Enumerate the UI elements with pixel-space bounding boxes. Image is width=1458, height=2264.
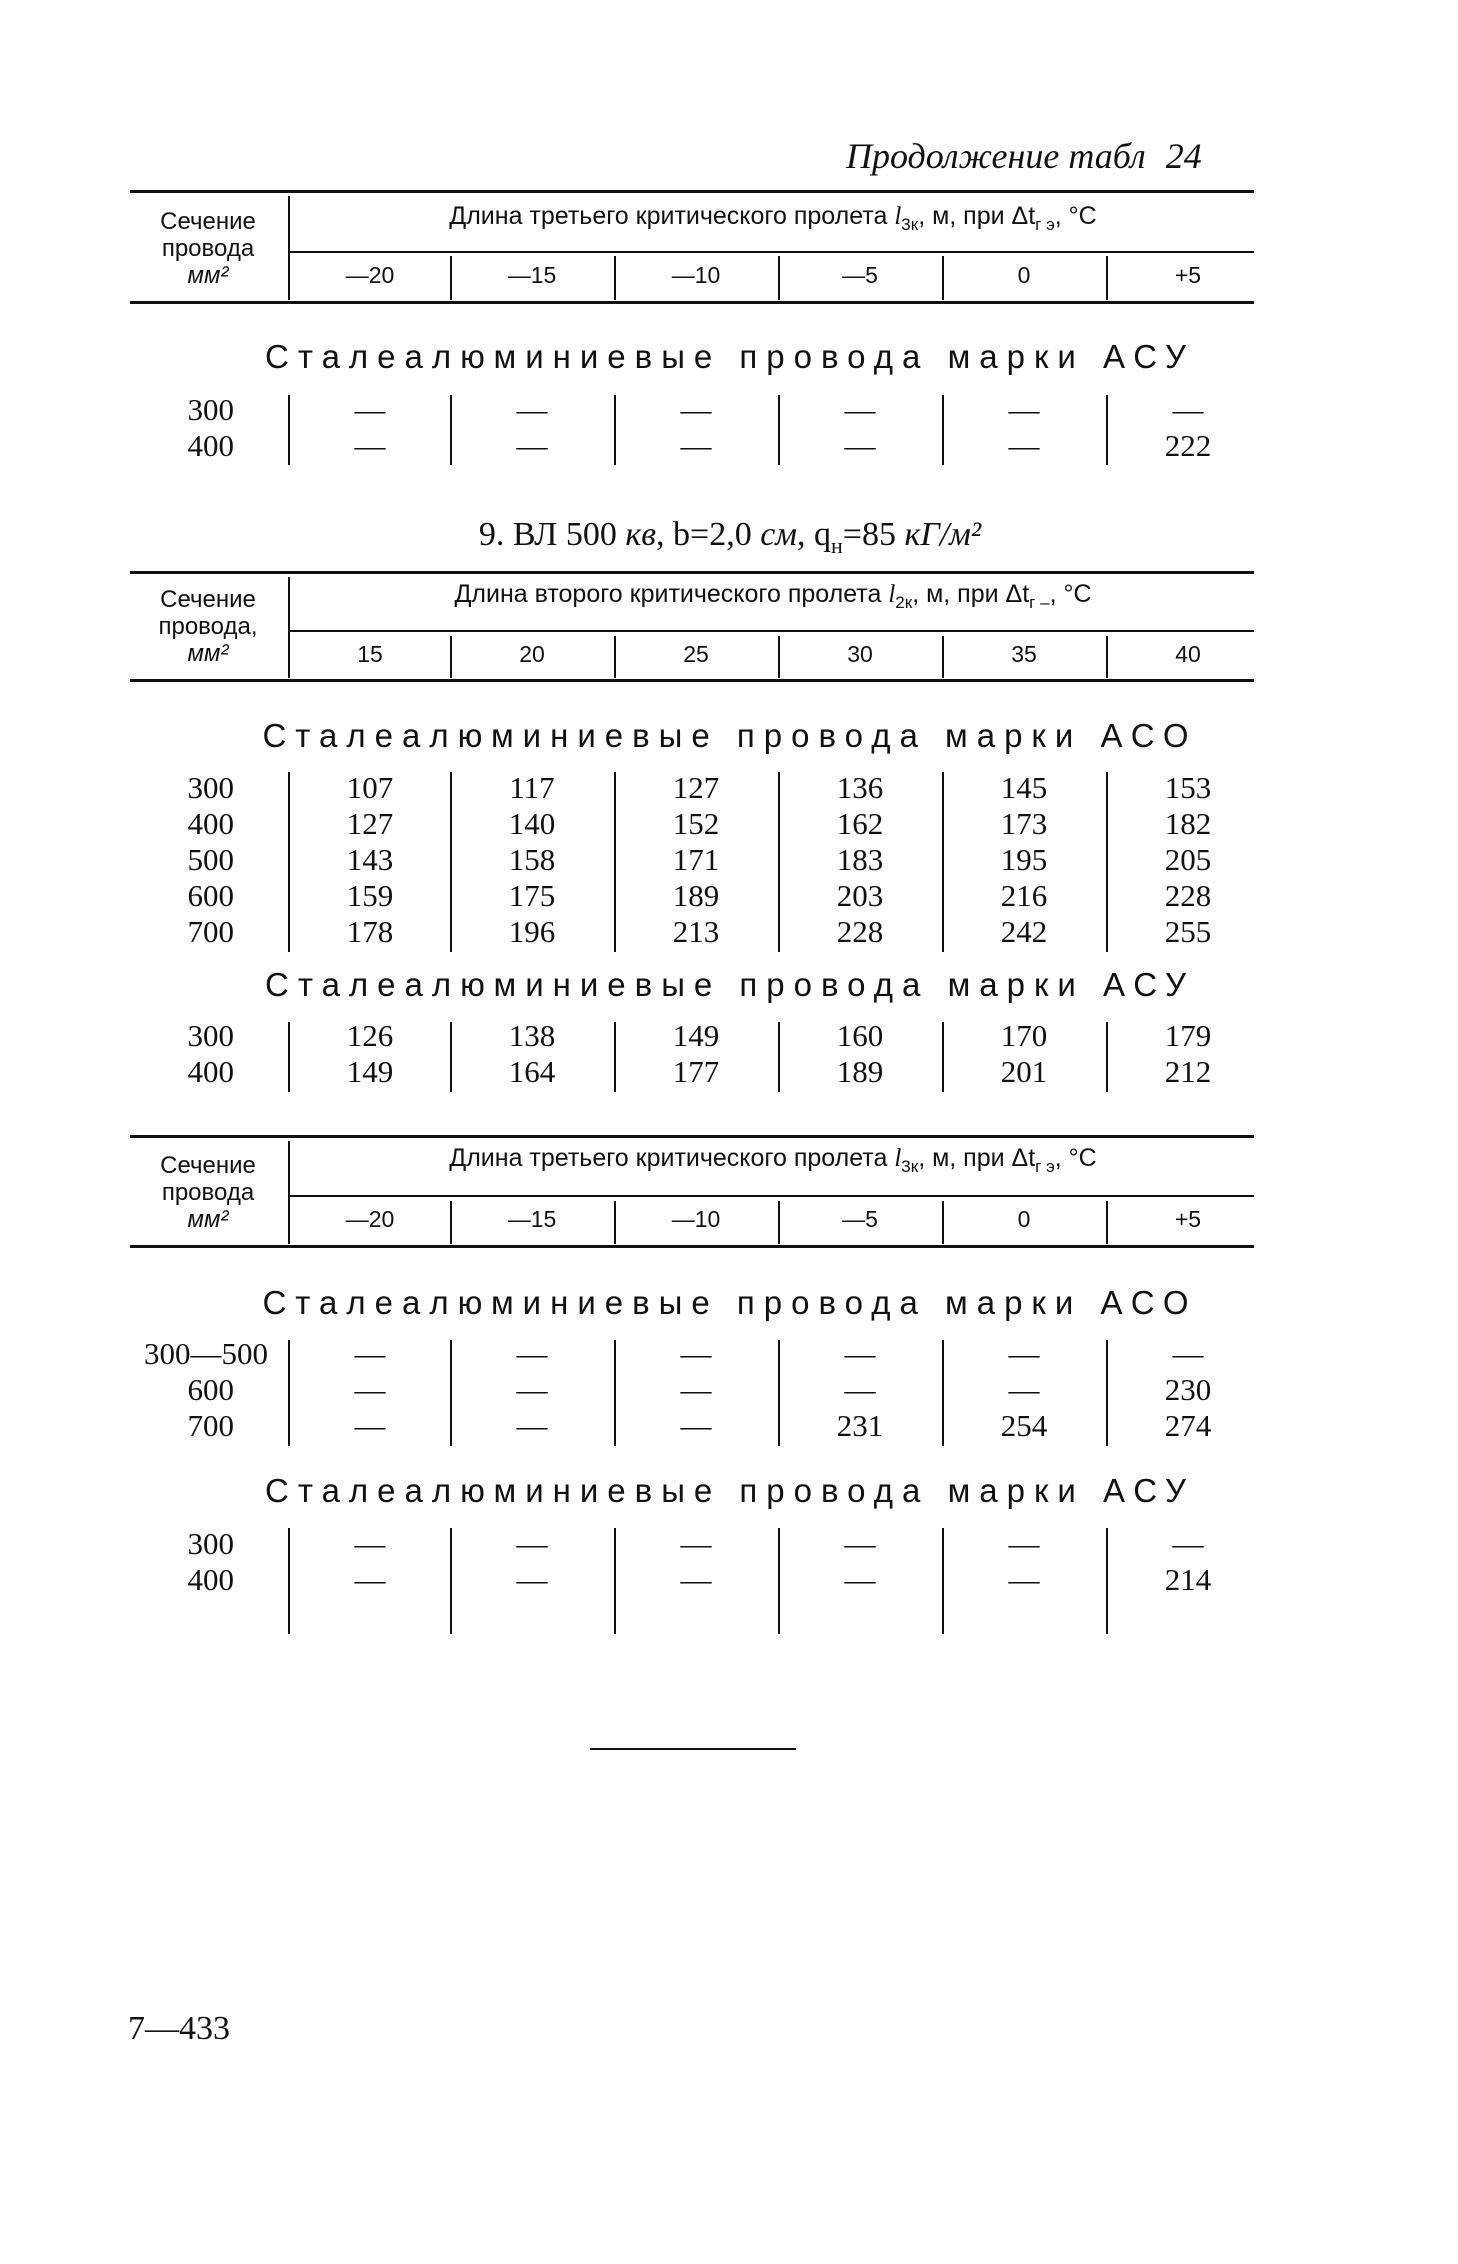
table-cell: 107 bbox=[346, 770, 394, 805]
table-cell: 173 bbox=[1000, 806, 1048, 841]
table-cell: — bbox=[1172, 392, 1204, 427]
table-cell: 117 bbox=[509, 770, 555, 805]
end-rule bbox=[590, 1748, 796, 1750]
table-cell: 152 bbox=[672, 806, 720, 841]
table-cell: 160 bbox=[836, 1018, 884, 1053]
column-header: —15 bbox=[507, 262, 557, 288]
table-cell: — bbox=[1008, 428, 1040, 463]
table-cell: — bbox=[1008, 392, 1040, 427]
table-cell: 179 bbox=[1164, 1018, 1212, 1053]
column-header: 0 bbox=[1017, 1206, 1031, 1232]
row-label: 500 bbox=[187, 842, 234, 877]
section-title: Сталеалюминиевые провода марки АСУ bbox=[265, 1472, 1195, 1509]
table-cell: 254 bbox=[1000, 1408, 1048, 1443]
table-cell: — bbox=[844, 428, 876, 463]
column-header: —10 bbox=[671, 1206, 721, 1232]
table-cell: 214 bbox=[1164, 1562, 1212, 1597]
table-cell: — bbox=[354, 1562, 386, 1597]
table-cell: — bbox=[1172, 1526, 1204, 1561]
column-group-title: Длина третьего критического пролета $l_{3к}$, м, при $\Delta t_{г э}$, °С bbox=[449, 202, 1097, 234]
table-cell: 182 bbox=[1164, 806, 1212, 841]
table-cell: 231 bbox=[836, 1408, 884, 1443]
table-cell: — bbox=[354, 1372, 386, 1407]
table-cell: — bbox=[516, 1408, 548, 1443]
table-cell: 149 bbox=[346, 1054, 394, 1089]
row-label: 300 bbox=[187, 1526, 234, 1561]
table-cell: — bbox=[354, 392, 386, 427]
table-cell: 136 bbox=[836, 770, 884, 805]
table-cell: 196 bbox=[508, 914, 556, 949]
column-group-title: Длина третьего критического пролета $l_{3к}$, м, при $\Delta t_{г э}$, °С bbox=[449, 1144, 1097, 1176]
table-cell: 183 bbox=[836, 842, 884, 877]
column-header: —20 bbox=[345, 1206, 395, 1232]
table-cell: 177 bbox=[672, 1054, 720, 1089]
table-cell: 274 bbox=[1164, 1408, 1212, 1443]
table-cell: 126 bbox=[346, 1018, 394, 1053]
table-cell: — bbox=[680, 1336, 712, 1371]
row-label: 300 bbox=[187, 770, 234, 805]
table-cell: 230 bbox=[1164, 1372, 1212, 1407]
table-cell: 228 bbox=[836, 914, 884, 949]
table-cell: 203 bbox=[836, 878, 884, 913]
table-cell: — bbox=[516, 1562, 548, 1597]
column-header: 25 bbox=[683, 641, 709, 667]
table-cell: 189 bbox=[836, 1054, 884, 1089]
table-cell: — bbox=[516, 1526, 548, 1561]
table-cell: 189 bbox=[672, 878, 720, 913]
row-label-header: Сечение провода мм² bbox=[160, 1152, 256, 1233]
page-footer: 7—433 bbox=[128, 2010, 230, 2047]
table-cell: 158 bbox=[508, 842, 556, 877]
row-label: 300 bbox=[187, 392, 234, 427]
column-header: 20 bbox=[519, 641, 545, 667]
row-label: 400 bbox=[187, 806, 234, 841]
column-header: —15 bbox=[507, 1206, 557, 1232]
table-cell: — bbox=[844, 1526, 876, 1561]
section-title: Сталеалюминиевые провода марки АСУ bbox=[265, 338, 1195, 375]
page-heading bbox=[846, 135, 1202, 177]
table-cell: 175 bbox=[508, 878, 556, 913]
table-cell: — bbox=[1008, 1562, 1040, 1597]
table-cell: 201 bbox=[1000, 1054, 1048, 1089]
table-cell: 149 bbox=[672, 1018, 720, 1053]
table-cell: 216 bbox=[1000, 878, 1048, 913]
section-title: Сталеалюминиевые провода марки АСО bbox=[262, 717, 1198, 754]
table-cell: — bbox=[680, 392, 712, 427]
table-cell: 170 bbox=[1000, 1018, 1048, 1053]
column-header: +5 bbox=[1174, 262, 1202, 288]
table-cell: — bbox=[516, 392, 548, 427]
table-cell: 171 bbox=[672, 842, 720, 877]
table-cell: — bbox=[680, 428, 712, 463]
table-number: 24 bbox=[1165, 136, 1202, 176]
row-label-header: Сечение провода, мм² bbox=[158, 586, 258, 667]
section-title: Сталеалюминиевые провода марки АСО bbox=[262, 1284, 1198, 1321]
row-label-header: Сечение провода мм² bbox=[160, 208, 256, 289]
column-header: 0 bbox=[1017, 262, 1031, 288]
table-cell: — bbox=[680, 1562, 712, 1597]
table-cell: — bbox=[680, 1408, 712, 1443]
table-cell: 164 bbox=[508, 1054, 556, 1089]
table-cell: — bbox=[844, 1562, 876, 1597]
table-cell: 127 bbox=[346, 806, 394, 841]
table-cell: 178 bbox=[346, 914, 394, 949]
table-cell: 138 bbox=[508, 1018, 556, 1053]
column-header: 15 bbox=[357, 641, 383, 667]
heading-text: Продолжение табл bbox=[846, 136, 1146, 176]
row-label: 600 bbox=[187, 1372, 234, 1407]
table-cell: — bbox=[516, 1372, 548, 1407]
table-subheading: 9. ВЛ 500 кв, b=2,0 см, $q_н=85$ кГ/м² bbox=[478, 516, 982, 558]
column-header: —20 bbox=[345, 262, 395, 288]
row-label: 700 bbox=[187, 1408, 234, 1443]
table-cell: 205 bbox=[1164, 842, 1212, 877]
table-cell: 140 bbox=[508, 806, 556, 841]
row-label: 400 bbox=[187, 1054, 234, 1089]
column-group-title: Длина второго критического пролета $l_{2к}$, м, при $\Delta t_{г -}$, °С bbox=[454, 580, 1092, 612]
table-cell: 143 bbox=[346, 842, 394, 877]
table-cell: 242 bbox=[1000, 914, 1048, 949]
row-label: 600 bbox=[187, 878, 234, 913]
section-title: Сталеалюминиевые провода марки АСУ bbox=[265, 966, 1195, 1003]
column-header: —10 bbox=[671, 262, 721, 288]
table-cell: — bbox=[844, 1372, 876, 1407]
table-cell: — bbox=[1008, 1336, 1040, 1371]
table-cell: 213 bbox=[672, 914, 720, 949]
row-label: 400 bbox=[187, 1562, 234, 1597]
table-cell: — bbox=[354, 428, 386, 463]
table-cell: 228 bbox=[1164, 878, 1212, 913]
table-cell: — bbox=[354, 1526, 386, 1561]
table-cell: — bbox=[680, 1526, 712, 1561]
row-label: 300 bbox=[187, 1018, 234, 1053]
table-cell: — bbox=[1172, 1336, 1204, 1371]
table-cell: 159 bbox=[346, 878, 394, 913]
table-cell: 145 bbox=[1000, 770, 1048, 805]
table-cell: — bbox=[844, 392, 876, 427]
table-cell: — bbox=[680, 1372, 712, 1407]
table-cell: 195 bbox=[1000, 842, 1048, 877]
table-cell: — bbox=[844, 1336, 876, 1371]
table-cell: — bbox=[1008, 1526, 1040, 1561]
table-cell: 162 bbox=[836, 806, 884, 841]
column-header: —5 bbox=[842, 262, 878, 288]
table-cell: 127 bbox=[672, 770, 720, 805]
table-cell: 212 bbox=[1164, 1054, 1212, 1089]
row-label: 400 bbox=[187, 428, 234, 463]
row-label: 700 bbox=[187, 914, 234, 949]
table-cell: — bbox=[1008, 1372, 1040, 1407]
column-header: —5 bbox=[842, 1206, 878, 1232]
table-cell: — bbox=[354, 1408, 386, 1443]
column-header: 40 bbox=[1175, 641, 1201, 667]
table-cell: 222 bbox=[1164, 428, 1212, 463]
table-cell: 153 bbox=[1164, 770, 1212, 805]
column-header: 35 bbox=[1011, 641, 1037, 667]
column-header: 30 bbox=[847, 641, 873, 667]
column-header: +5 bbox=[1174, 1206, 1202, 1232]
row-label: 300—500 bbox=[144, 1336, 268, 1371]
table-cell: 255 bbox=[1164, 914, 1212, 949]
table-cell: — bbox=[354, 1336, 386, 1371]
table-cell: — bbox=[516, 428, 548, 463]
table-cell: — bbox=[516, 1336, 548, 1371]
